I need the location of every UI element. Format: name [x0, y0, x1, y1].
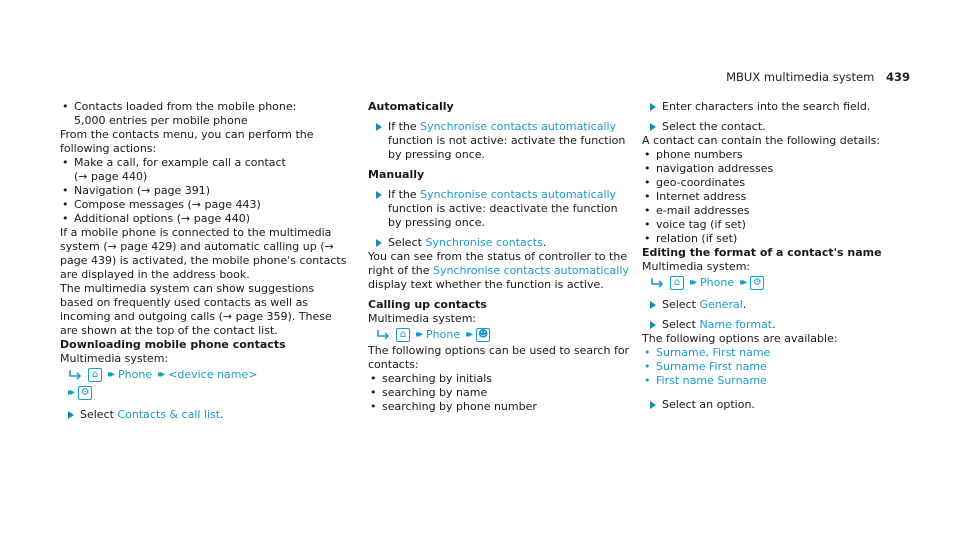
nav-path-continued: [60, 384, 350, 402]
chevron-right-icon: ▸▸: [158, 369, 163, 380]
step: Select the contact.: [642, 120, 904, 134]
list-item: • relation (if set): [642, 232, 904, 246]
list-item: • Surname First name: [642, 360, 904, 374]
nav-path: [368, 326, 630, 344]
step: If the Synchronise contacts automatically function is active: deactivate the function by pressing once.: [368, 188, 630, 230]
list-item: • Compose messages (→ page 443): [60, 198, 350, 212]
chevron-right-icon: ▸▸: [416, 329, 421, 340]
section-heading: Editing the format of a contact's name: [642, 246, 882, 259]
list-item: • geo-coordinates: [642, 176, 904, 190]
list-item: • navigation addresses: [642, 162, 904, 176]
contacts-icon: ☻: [477, 329, 489, 340]
list-item: • searching by phone number: [368, 400, 630, 414]
chevron-right-icon: ▸▸: [108, 369, 113, 380]
chevron-right-icon: ▸▸: [740, 277, 745, 288]
step: Select General.: [642, 298, 904, 312]
paragraph: The multimedia system can show suggestions based on frequently used contacts as well as incoming and outgoing calls (→ page 359). These are shown at the top of the contact list.: [60, 282, 332, 337]
nav-path: [642, 274, 904, 292]
list-item: • Additional options (→ page 440): [60, 212, 350, 226]
chevron-right-icon: ▸▸: [690, 277, 695, 288]
home-icon: ⌂: [670, 276, 684, 290]
list-item: • Navigation (→ page 391): [60, 184, 350, 198]
paragraph: You can see from the status of controller to the right of the Synchronise contacts automatically display text whether the function is active.: [368, 250, 629, 291]
step: Select Contacts & call list.: [60, 408, 350, 422]
list-item: • e-mail addresses: [642, 204, 904, 218]
step: Select an option.: [642, 398, 904, 412]
step: Select Synchronise contacts.: [368, 236, 630, 250]
list-item: • Internet address: [642, 190, 904, 204]
step: Enter characters into the search field.: [642, 100, 904, 114]
column-3: [642, 100, 904, 412]
section-heading: Automatically: [368, 100, 454, 113]
paragraph: A contact can contain the following details:: [642, 134, 881, 147]
list-item: • Contacts loaded from the mobile phone: 5,000 entries per mobile phone: [60, 100, 350, 128]
paragraph: Multimedia system:: [60, 352, 169, 365]
column-1: [60, 100, 350, 422]
header-title: MBUX multimedia system: [726, 70, 875, 84]
paragraph: The following options can be used to search for contacts:: [368, 344, 630, 371]
list-item: • phone numbers: [642, 148, 904, 162]
list-item: • searching by initials: [368, 372, 630, 386]
paragraph: Multimedia system:: [642, 260, 751, 273]
section-heading: Downloading mobile phone contacts: [60, 338, 286, 351]
list-item: • searching by name: [368, 386, 630, 400]
list-item: • Make a call, for example call a contact (→ page 440): [60, 156, 350, 184]
paragraph: Multimedia system:: [368, 312, 477, 325]
paragraph: If a mobile phone is connected to the multimedia system (→ page 429) and automatic calling up (→ page 439) is activated, the mobile phone's contacts are displayed in the address book.: [60, 226, 347, 281]
list-item: • Surname, First name: [642, 346, 904, 360]
path-arrow-icon: [650, 277, 664, 289]
chevron-right-icon: ▸▸: [466, 329, 471, 340]
list-item: • voice tag (if set): [642, 218, 904, 232]
nav-phone: Phone: [426, 328, 461, 341]
page-header: [726, 70, 910, 84]
step: If the Synchronise contacts automatically function is not active: activate the function by pressing once.: [368, 120, 630, 162]
chevron-right-icon: ▸▸: [68, 387, 73, 398]
section-heading: Calling up contacts: [368, 298, 487, 311]
settings-icon: ⚙: [750, 276, 764, 290]
column-2: [368, 100, 630, 414]
nav-device: <device name>: [168, 368, 258, 381]
nav-phone: Phone: [118, 368, 153, 381]
path-arrow-icon: [68, 369, 82, 381]
page-number: 439: [885, 70, 910, 84]
home-icon: ⌂: [396, 328, 410, 342]
nav-phone: Phone: [700, 276, 735, 289]
paragraph: From the contacts menu, you can perform the following actions:: [60, 128, 314, 155]
list-item: • First name Surname: [642, 374, 904, 388]
home-icon: ⌂: [88, 368, 102, 382]
section-heading: Manually: [368, 168, 425, 181]
step: Select Name format.: [642, 318, 904, 332]
nav-path: [60, 366, 350, 384]
paragraph: The following options are available:: [642, 332, 838, 345]
path-arrow-icon: [376, 329, 390, 341]
settings-icon: ⚙: [78, 386, 92, 400]
